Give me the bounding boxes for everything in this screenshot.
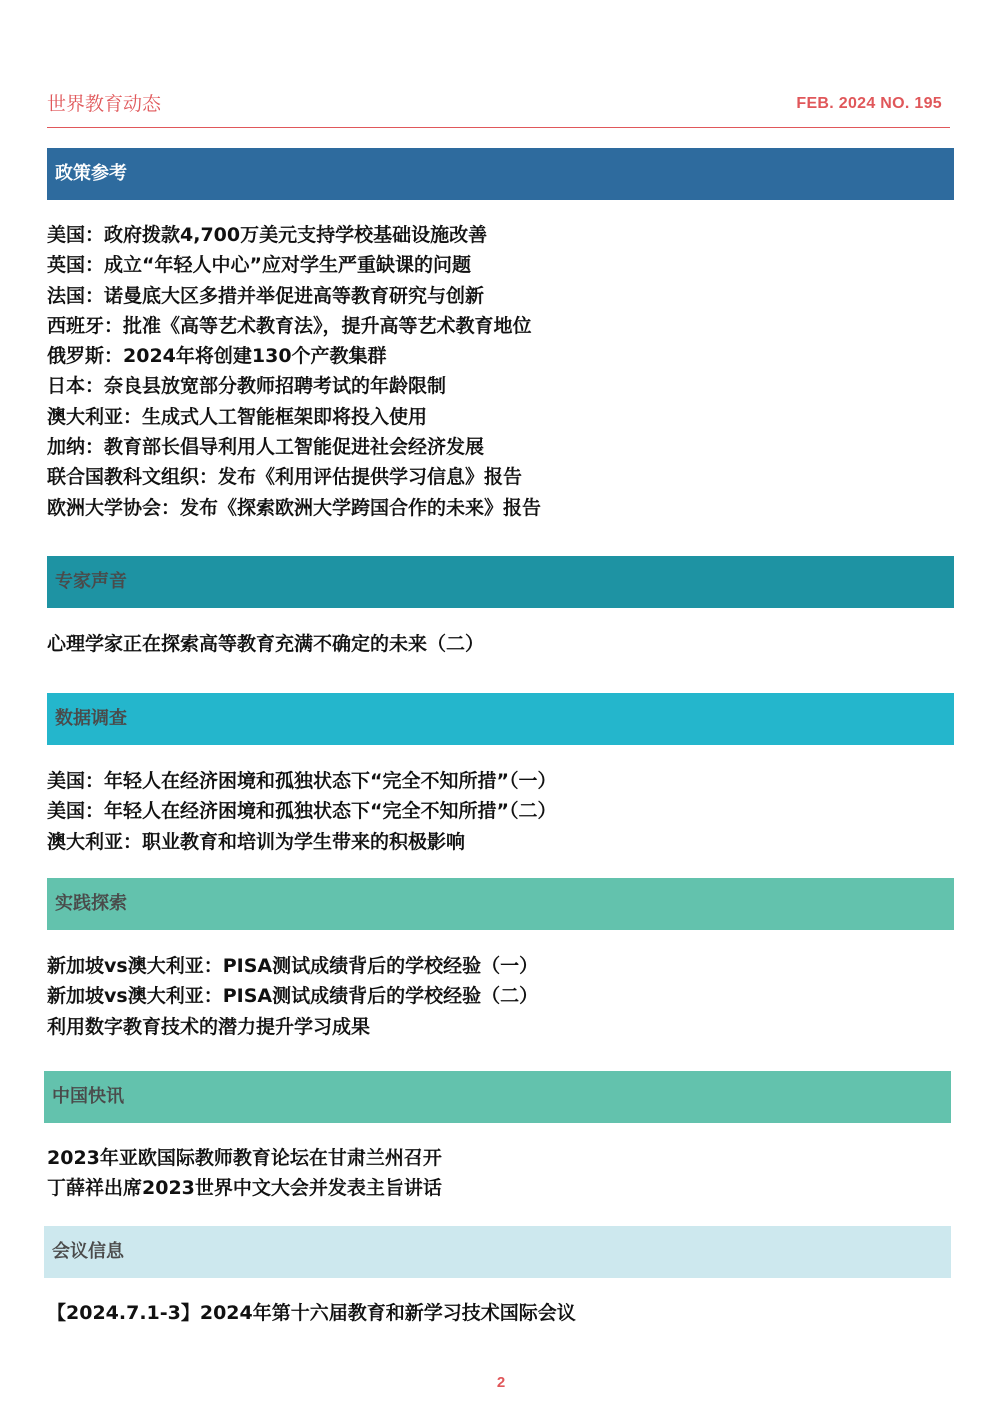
list-item[interactable]: 澳大利亚：生成式人工智能框架即将投入使用 bbox=[47, 405, 428, 428]
china-list bbox=[47, 1143, 442, 1204]
list-item[interactable]: 美国：年轻人在经济困境和孤独状态下“完全不知所措”（一） bbox=[47, 770, 557, 792]
list-item[interactable]: 澳大利亚：职业教育和培训为学生带来的积极影响 bbox=[47, 830, 466, 853]
section-label-expert: 专家声音 bbox=[55, 571, 127, 592]
list-item[interactable]: 日本：奈良县放宽部分教师招聘考试的年龄限制 bbox=[47, 375, 447, 398]
list-item[interactable]: 加纳：教育部长倡导利用人工智能促进社会经济发展 bbox=[47, 436, 485, 459]
section-header-survey bbox=[47, 693, 954, 745]
list-item[interactable]: 西班牙：批准《高等艺术教育法》，提升高等艺术教育地位 bbox=[47, 314, 532, 337]
practice-list bbox=[47, 951, 538, 1042]
section-label-policy: 政策参考 bbox=[55, 163, 127, 184]
expert-list bbox=[47, 629, 484, 659]
conference-list bbox=[47, 1298, 576, 1328]
section-label-conference: 会议信息 bbox=[52, 1241, 124, 1262]
list-item[interactable]: 英国：成立“年轻人中心”应对学生严重缺课的问题 bbox=[47, 254, 471, 277]
policy-list bbox=[47, 220, 541, 523]
list-item[interactable]: 法国：诺曼底大区多措并举促进高等教育研究与创新 bbox=[47, 284, 485, 307]
publication-title: 世界教育动态 bbox=[47, 93, 162, 115]
list-item[interactable]: 2023年亚欧国际教师教育论坛在甘肃兰州召开 bbox=[47, 1147, 442, 1169]
list-item[interactable]: 丁薛祥出席2023世界中文大会并发表主旨讲话 bbox=[47, 1177, 442, 1200]
section-header-policy bbox=[47, 148, 954, 200]
list-item[interactable]: 美国：年轻人在经济困境和孤独状态下“完全不知所措”（二） bbox=[47, 800, 557, 823]
list-item[interactable]: 新加坡vs澳大利亚：PISA测试成绩背后的学校经验（二） bbox=[47, 985, 539, 1008]
list-item[interactable]: 【2024.7.1-3】2024年第十六届教育和新学习技术国际会议 bbox=[47, 1302, 576, 1324]
page-number: 2 bbox=[496, 1374, 506, 1391]
list-item[interactable]: 利用数字教育技术的潜力提升学习成果 bbox=[47, 1015, 371, 1038]
section-label-survey: 数据调查 bbox=[55, 708, 127, 729]
header-divider bbox=[47, 127, 950, 128]
section-header-practice bbox=[47, 878, 954, 930]
section-label-china: 中国快讯 bbox=[52, 1086, 124, 1107]
section-label-practice: 实践探索 bbox=[55, 893, 127, 914]
section-header-china bbox=[44, 1071, 951, 1123]
issue-label: FEB. 2024 NO. 195 bbox=[796, 95, 942, 112]
list-item[interactable]: 俄罗斯：2024年将创建130个产教集群 bbox=[47, 345, 387, 368]
section-header-expert bbox=[47, 556, 954, 608]
section-header-conference bbox=[44, 1226, 951, 1278]
survey-list bbox=[47, 766, 556, 857]
list-item[interactable]: 欧洲大学协会：发布《探索欧洲大学跨国合作的未来》报告 bbox=[47, 496, 542, 519]
list-item[interactable]: 心理学家正在探索高等教育充满不确定的未来（二） bbox=[47, 633, 485, 655]
list-item[interactable]: 新加坡vs澳大利亚：PISA测试成绩背后的学校经验（一） bbox=[47, 955, 539, 977]
list-item[interactable]: 联合国教科文组织：发布《利用评估提供学习信息》报告 bbox=[47, 466, 523, 489]
list-item[interactable]: 美国：政府拨款4,700万美元支持学校基础设施改善 bbox=[47, 224, 488, 246]
